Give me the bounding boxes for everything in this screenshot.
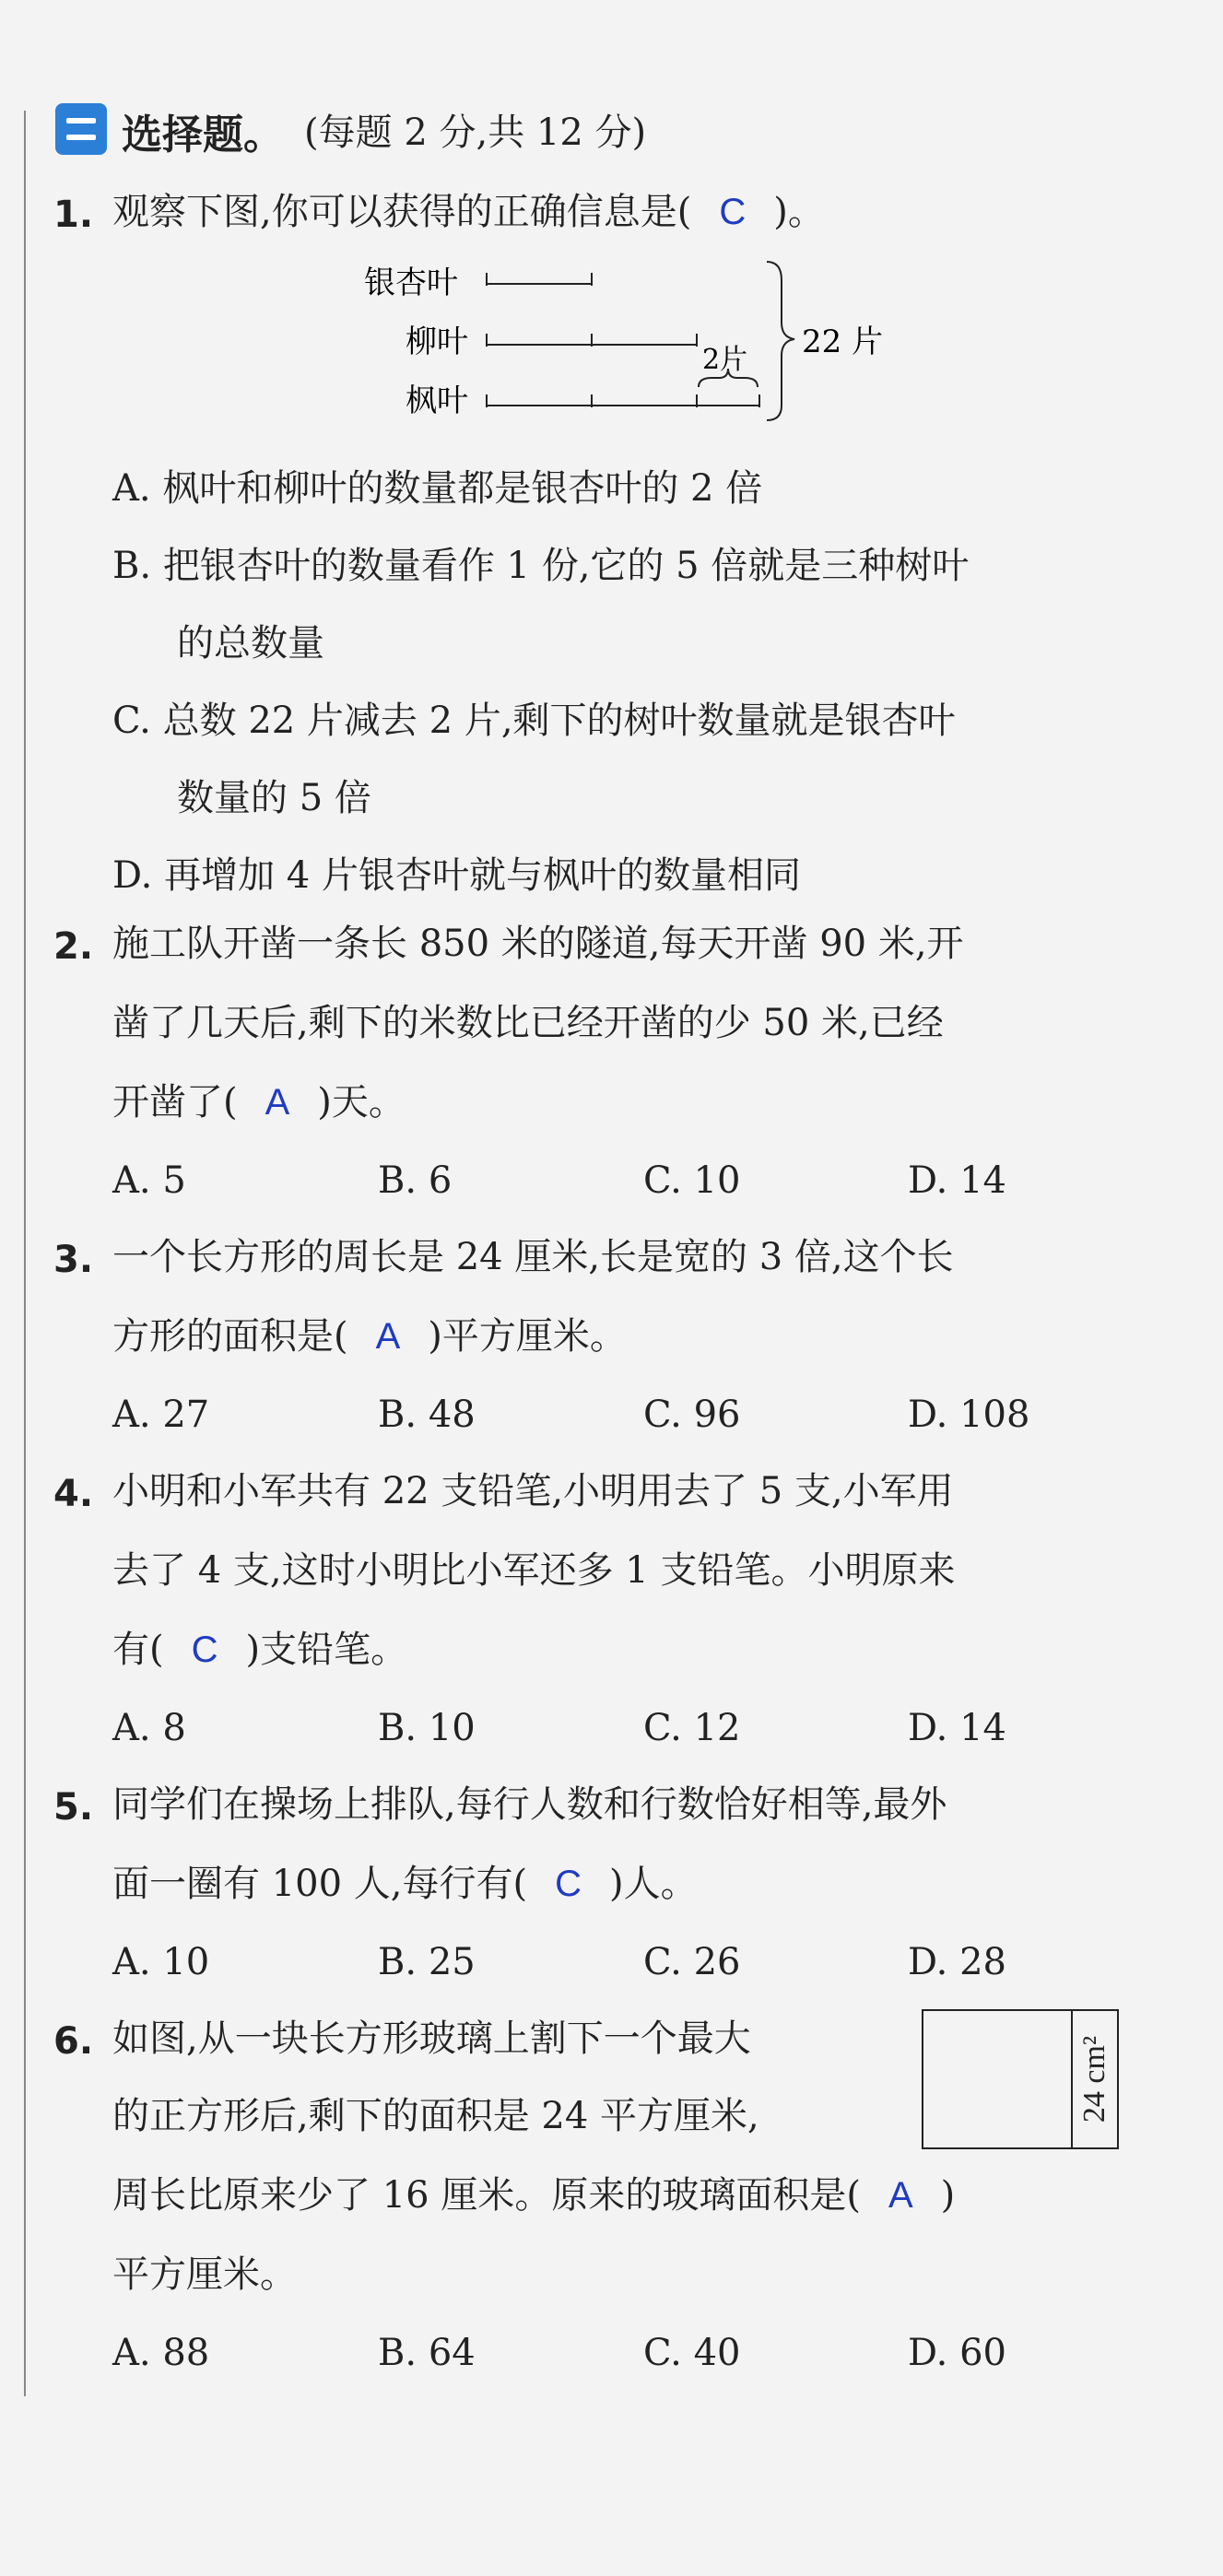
cut-line: [1071, 2011, 1073, 2147]
option-c: C. 总数 22 片减去 2 片,剩下的树叶数量就是银杏叶: [112, 700, 956, 742]
option-a: A. 枫叶和柳叶的数量都是银杏叶的 2 倍: [112, 467, 763, 510]
question-number: 1.: [53, 194, 94, 236]
section-title: 选择题。: [122, 112, 284, 159]
maple-bar: [487, 394, 759, 407]
option-d: D. 再增加 4 片银杏叶就与枫叶的数量相同: [112, 854, 801, 897]
total-label: 22 片: [802, 323, 884, 360]
stem-text: 有(: [112, 1629, 164, 1671]
stem-text: 面一圈有 100 人,每行有(: [112, 1863, 528, 1905]
option-c: C. 40: [643, 2332, 741, 2374]
option-c: C. 12: [643, 1707, 741, 1749]
option-d: D. 14: [908, 1159, 1006, 1202]
option-c-cont: 数量的 5 倍: [177, 777, 371, 819]
question-number: 2.: [53, 925, 94, 968]
option-b: B. 64: [378, 2332, 476, 2374]
maple-label: 枫叶: [406, 382, 468, 419]
stem-text: )支铅笔。: [245, 1629, 408, 1671]
question-6-line1: 如图,从一块长方形玻璃上割下一个最大: [112, 2017, 751, 2060]
option-d: D. 108: [908, 1394, 1030, 1436]
stem-text: 周长比原来少了 16 厘米。原来的玻璃面积是(: [112, 2174, 861, 2217]
option-b: B. 把银杏叶的数量看作 1 份,它的 5 倍就是三种树叶: [112, 545, 970, 587]
question-3-line1: 一个长方形的周长是 24 厘米,长是宽的 3 倍,这个长: [112, 1236, 954, 1278]
question-6-line2: 的正方形后,剩下的面积是 24 平方厘米,: [112, 2095, 759, 2137]
willow-bar: [487, 334, 697, 347]
answer-mark: A: [888, 2175, 913, 2216]
option-b: B. 25: [378, 1941, 476, 1983]
section-note: (每题 2 分,共 12 分): [304, 112, 647, 154]
glass-rectangle-figure: [922, 2009, 1119, 2149]
question-number: 4.: [53, 1473, 94, 1515]
stem-text: 观察下图,你可以获得的正确信息是(: [112, 191, 692, 233]
question-2-line2: 凿了几天后,剩下的米数比已经开凿的少 50 米,已经: [112, 1002, 944, 1044]
option-a: A. 27: [112, 1394, 210, 1436]
stem-text: )。: [773, 191, 825, 233]
answer-mark: A: [265, 1082, 290, 1123]
ginkgo-label: 银杏叶: [364, 265, 458, 301]
question-number: 5.: [53, 1786, 94, 1829]
question-6-line4: 平方厘米。: [112, 2253, 297, 2296]
question-2-line1: 施工队开凿一条长 850 米的隧道,每天开凿 90 米,开: [112, 923, 964, 965]
option-c: C. 26: [643, 1941, 741, 1983]
option-d: D. 28: [908, 1941, 1006, 1983]
question-3-line2: [112, 1315, 627, 1358]
question-number: 3.: [53, 1239, 94, 1281]
question-5-line1: 同学们在操场上排队,每行人数和行数恰好相等,最外: [112, 1783, 947, 1826]
willow-label: 柳叶: [406, 323, 468, 360]
total-brace: [767, 262, 794, 420]
margin-line: [24, 111, 26, 2396]
ginkgo-bar: [487, 273, 592, 286]
area-label-box: [1076, 2017, 1113, 2142]
option-b: B. 6: [378, 1159, 453, 1202]
stem-text: 开凿了(: [112, 1081, 238, 1123]
option-b-cont: 的总数量: [177, 622, 324, 665]
option-b: B. 10: [378, 1707, 476, 1749]
option-d: D. 14: [908, 1707, 1006, 1749]
answer-mark: C: [191, 1629, 218, 1670]
option-a: A. 10: [112, 1941, 210, 1983]
question-number: 6.: [53, 2020, 94, 2063]
area-label: 24 cm²: [1077, 2035, 1112, 2123]
extra-label: 2片: [702, 344, 748, 376]
option-a: A. 5: [112, 1159, 186, 1202]
option-c: C. 10: [643, 1159, 741, 1202]
question-2-line3: [112, 1081, 406, 1123]
stem-text: )平方厘米。: [428, 1315, 627, 1358]
option-a: A. 8: [112, 1707, 186, 1749]
answer-mark: A: [375, 1316, 401, 1357]
answer-mark: C: [555, 1864, 582, 1904]
question-1-stem: [112, 191, 825, 233]
option-d: D. 60: [908, 2332, 1006, 2374]
question-4-line1: 小明和小军共有 22 支铅笔,小明用去了 5 支,小军用: [112, 1470, 954, 1512]
leaf-bar-diagram: [350, 249, 884, 442]
stem-text: ): [940, 2174, 956, 2217]
question-6-line3: [112, 2174, 956, 2217]
answer-mark: C: [719, 192, 747, 232]
question-4-line2: 去了 4 支,这时小明比小军还多 1 支铅笔。小明原来: [112, 1549, 956, 1592]
stem-text: 方形的面积是(: [112, 1315, 348, 1358]
option-c: C. 96: [643, 1394, 741, 1436]
question-4-line3: [112, 1629, 408, 1671]
option-a: A. 88: [112, 2332, 210, 2374]
stem-text: )人。: [609, 1863, 698, 1905]
question-5-line2: [112, 1863, 698, 1905]
section-number-icon: [55, 103, 107, 155]
stem-text: )天。: [317, 1081, 406, 1123]
option-b: B. 48: [378, 1394, 476, 1436]
